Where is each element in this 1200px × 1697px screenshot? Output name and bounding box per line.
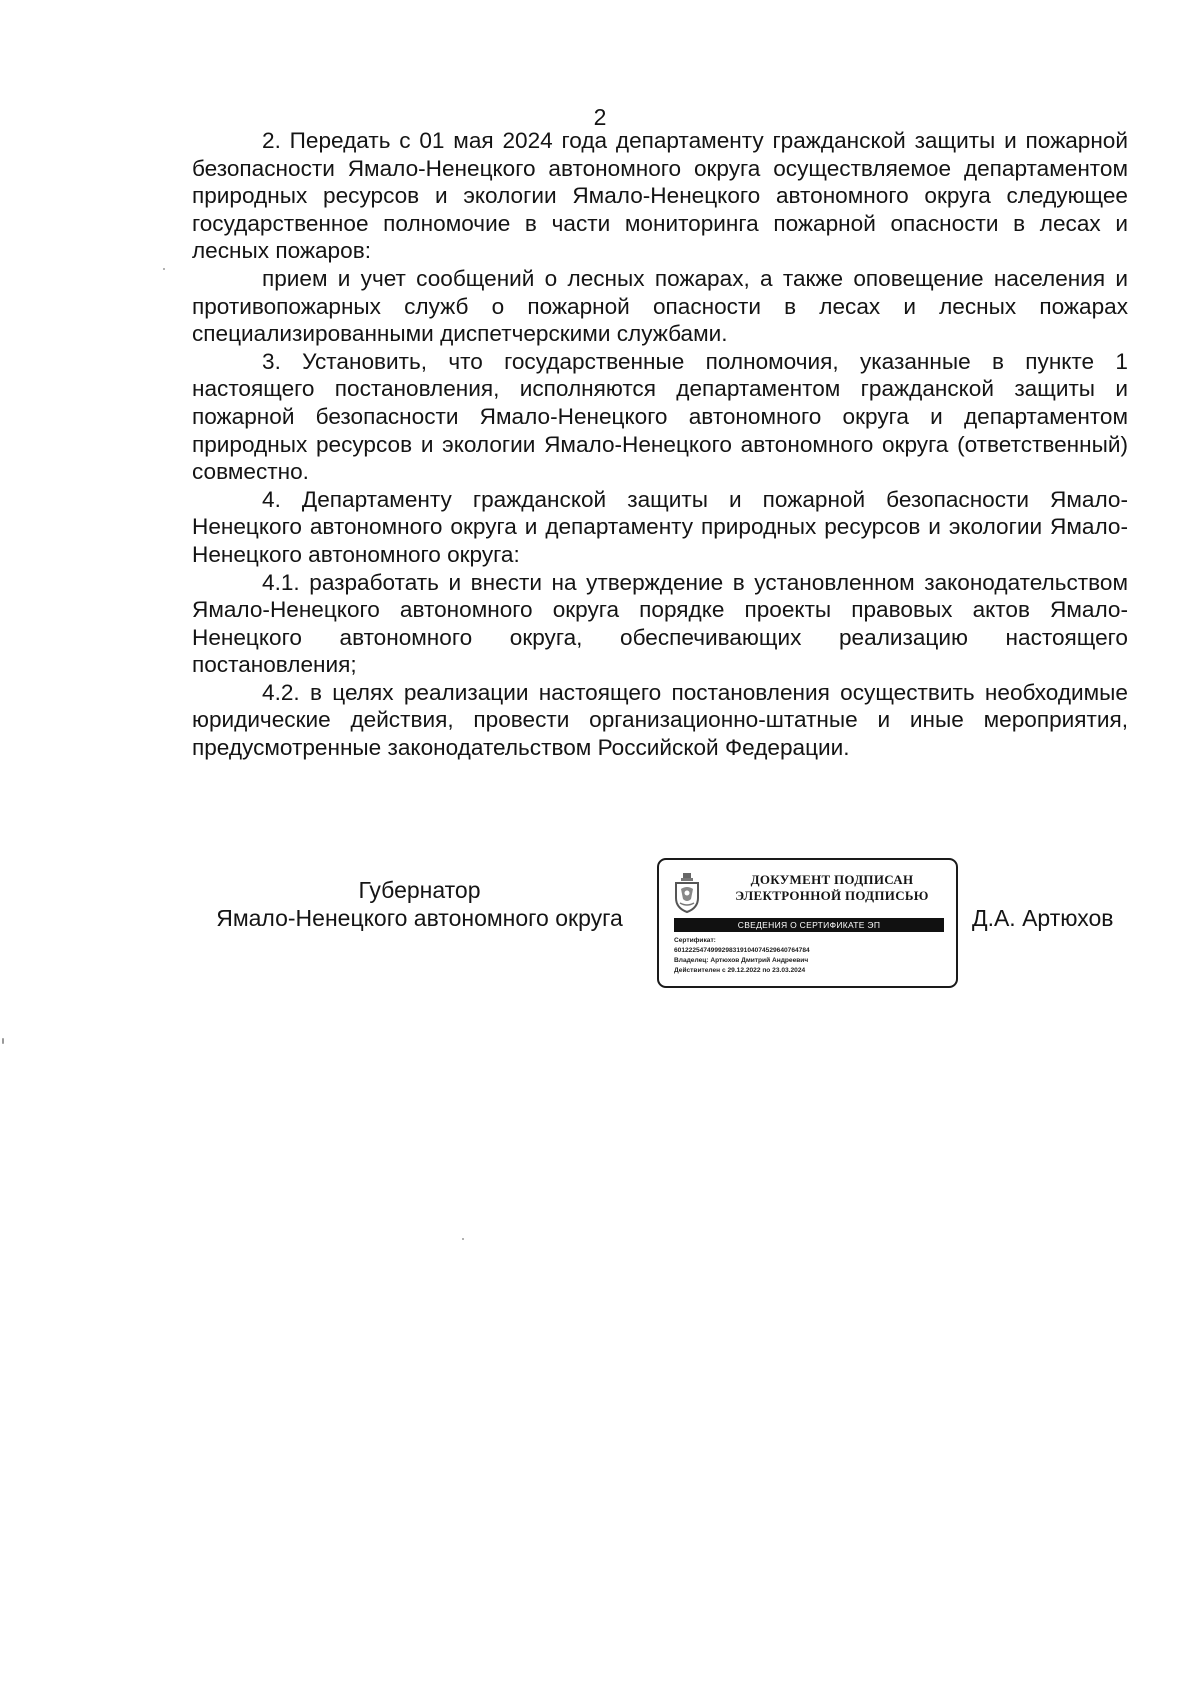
stamp-heading-line1: ДОКУМЕНТ ПОДПИСАН bbox=[750, 872, 914, 887]
coat-of-arms-icon bbox=[672, 872, 702, 914]
signatory-title bbox=[192, 876, 647, 932]
certificate-number: 6012225474999298319104074529640764784 bbox=[674, 947, 810, 954]
signatory-name: Д.А. Артюхов bbox=[972, 905, 1114, 931]
paragraph-4-1: 4.1. разработать и внести на утверждение в установленном законодательством Ямало-Ненецкого автономного округа порядке проекты правовых актов Ямало-Ненецкого автономного округа, обеспечивающих реализацию настоящего постановления; bbox=[192, 569, 1128, 678]
certificate-label: Сертификат: bbox=[674, 937, 716, 944]
certificate-info-bar: СВЕДЕНИЯ О СЕРТИФИКАТЕ ЭП bbox=[674, 918, 944, 932]
certificate-details bbox=[674, 936, 949, 976]
paragraph-4: 4. Департаменту гражданской защиты и пожарной безопасности Ямало-Ненецкого автономного округа и департаменту природных ресурсов и экологии Ямало-Ненецкого автономного округа: bbox=[192, 486, 1128, 567]
electronic-signature-stamp bbox=[657, 858, 958, 988]
signature-block bbox=[0, 858, 1200, 998]
scan-speck bbox=[462, 1238, 464, 1240]
certificate-validity: Действителен с 29.12.2022 по 23.03.2024 bbox=[674, 967, 806, 974]
paragraph-2-item: прием и учет сообщений о лесных пожарах, а также оповещение населения и противопожарных служб о пожарной опасности в лесах и лесных пожарах специализированными диспетчерскими службами. bbox=[192, 265, 1128, 347]
signatory-region: Ямало-Ненецкого автономного округа bbox=[216, 905, 623, 931]
signatory-position: Губернатор bbox=[358, 877, 481, 903]
scan-speck bbox=[163, 268, 165, 270]
paragraph-2: 2. Передать с 01 мая 2024 года департаменту гражданской защиты и пожарной безопасности Ямало-Ненецкого автономного округа осуществляемое департаментом природных ресурсов и экологии Ямало-Ненецкого автономного округа следующее государственное полномочие в части мониторинга пожарной опасности в лесах и лесных пожаров: bbox=[192, 128, 1128, 264]
document-body bbox=[192, 127, 1128, 762]
scan-speck bbox=[2, 1038, 4, 1044]
page-number: 2 bbox=[593, 104, 607, 130]
stamp-heading bbox=[714, 872, 950, 904]
certificate-owner: Владелец: Артюхов Дмитрий Андреевич bbox=[674, 957, 809, 964]
paragraph-4-2: 4.2. в целях реализации настоящего постановления осуществить необходимые юридические действия, провести организационно-штатные и иные мероприятия, предусмотренные законодательством Российской Федерации. bbox=[192, 679, 1128, 761]
stamp-heading-line2: ЭЛЕКТРОННОЙ ПОДПИСЬЮ bbox=[735, 888, 929, 903]
paragraph-3: 3. Установить, что государственные полномочия, указанные в пункте 1 настоящего постановления, исполняются департаментом гражданской защиты и пожарной безопасности Ямало-Ненецкого автономного округа и департаментом природных ресурсов и экологии Ямало-Ненецкого автономного округа (ответственный) совместно. bbox=[192, 348, 1128, 485]
